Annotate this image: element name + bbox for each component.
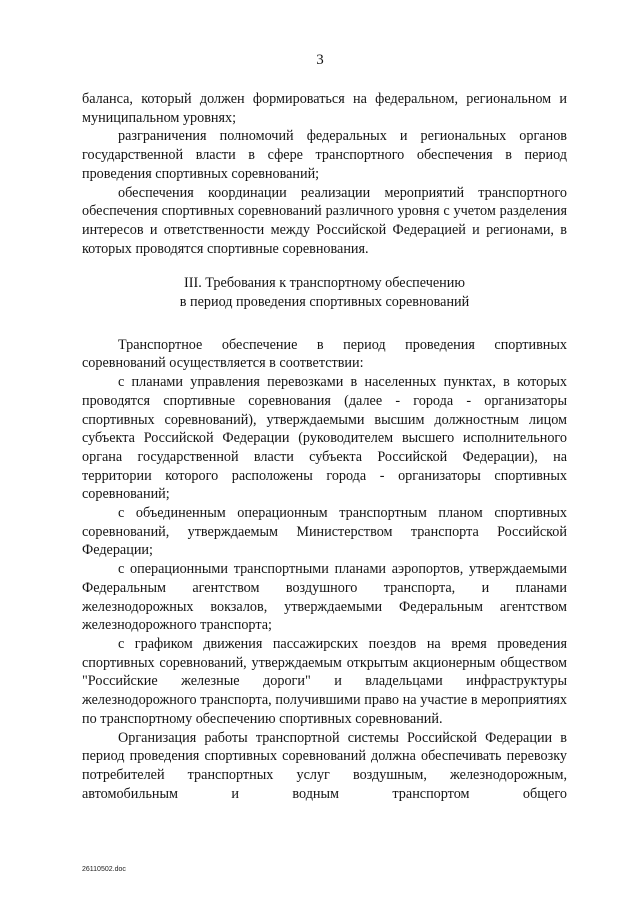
section-heading-line: в период проведения спортивных соревнований <box>179 294 470 311</box>
section-heading-line: III. Требования к транспортному обеспечению <box>184 275 465 292</box>
paragraph: Организация работы транспортной системы Российской Федерации в период проведения спортивных соревнований должна обеспечивать перевозку потребителей транспортных услуг воздушным, железнодорожным, автомобильным и водным транспортом общего <box>82 729 567 802</box>
paragraph: баланса, который должен формироваться на федеральном, региональном и муниципальном уровнях; <box>82 91 567 126</box>
page-number: 3 <box>316 52 324 68</box>
paragraph: с операционными транспортными планами аэропортов, утверждаемыми Федеральным агентством воздушного транспорта, и планами железнодорожных вокзалов, утверждаемыми Федеральным агентством железнодорожного транспорта; <box>82 561 567 634</box>
document-body <box>82 90 567 803</box>
paragraph: с графиком движения пассажирских поездов на время проведения спортивных соревнований, утверждаемым открытым акционерным обществом "Российские железные дороги" и владельцами инфраструктуры железнодорожного транспорта, получившими право на участие в мероприятиях по транспортному обеспечению спортивных соревнований. <box>82 635 567 727</box>
paragraph: с объединенным операционным транспортным планом спортивных соревнований, утверждаемым Министерством транспорта Российской Федерации; <box>82 505 567 559</box>
file-name-footer: 26110502.doc <box>82 866 126 873</box>
section-heading <box>82 274 567 311</box>
paragraph: Транспортное обеспечение в период проведения спортивных соревнований осуществляется в соответствии: <box>82 336 567 372</box>
paragraph: с планами управления перевозками в населенных пунктах, в которых проводятся спортивные соревнования (далее - города - организаторы спортивных соревнований), утверждаемыми высшим должностным лицом субъекта Российской Федерации (руководителем высшего исполнительного органа государственной власти субъекта Российской Федерации), на территории которого расположены города - организаторы спортивных соревнований; <box>82 374 567 503</box>
paragraph: разграничения полномочий федеральных и региональных органов государственной власти в сфере транспортного обеспечения в период проведения спортивных соревнований; <box>82 128 567 182</box>
paragraph: обеспечения координации реализации мероприятий транспортного обеспечения спортивных соревнований различного уровня с учетом разделения интересов и ответственности между Российской Федерацией и регионами, в которых проводятся спортивные соревнования. <box>82 184 567 257</box>
